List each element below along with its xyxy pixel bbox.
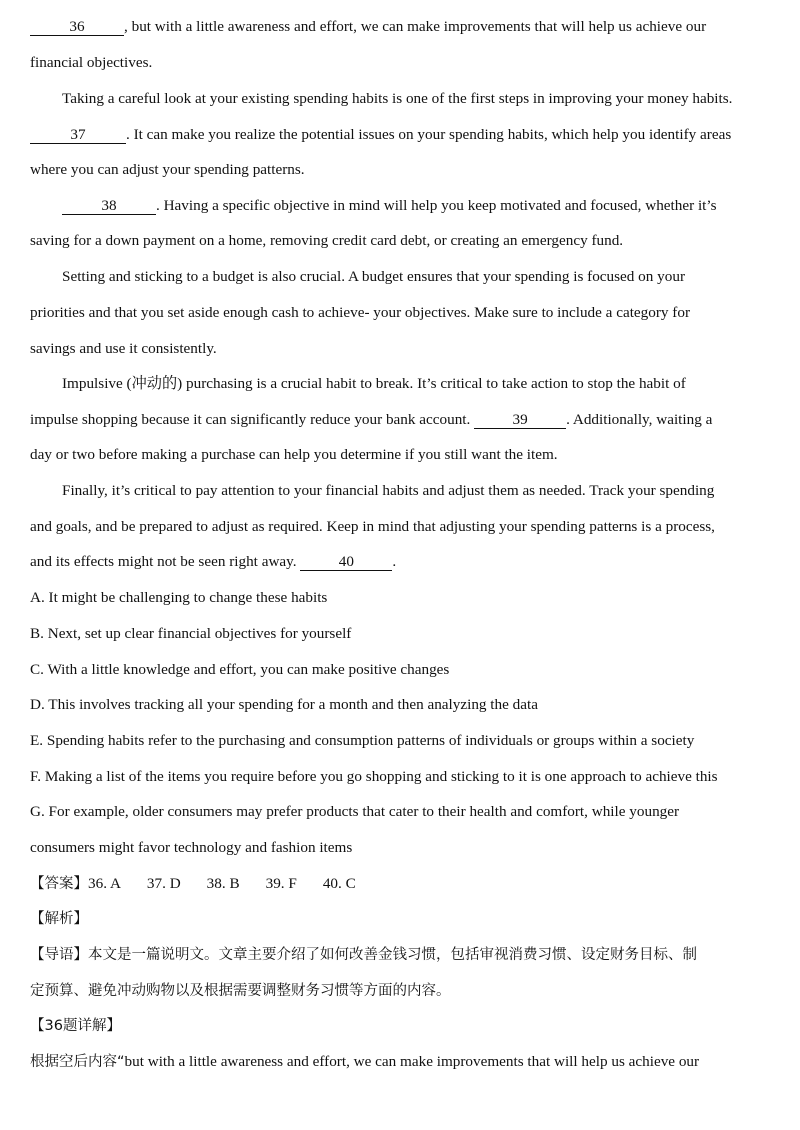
passage-line <box>62 196 770 216</box>
passage-line: Taking a careful look at your existing spending habits is one of the first steps in improving your money habits. <box>62 90 733 107</box>
guide-line <box>30 945 770 965</box>
option-g-continued: consumers might favor technology and fashion items <box>30 839 353 856</box>
answer-key <box>30 874 770 894</box>
passage-line <box>30 552 770 572</box>
blank-40: 40 <box>300 553 392 571</box>
option-f: F. Making a list of the items you require before you go shopping and sticking to it is one approach to achieve this <box>30 768 718 785</box>
blank-38: 38 <box>62 197 156 215</box>
answer-item: 40. C <box>322 875 356 892</box>
option-b: B. Next, set up clear financial objectives for yourself <box>30 625 352 642</box>
q36-prefix: 根据空后内容“ <box>30 1054 125 1070</box>
analysis-heading: 【解析】 <box>30 911 88 927</box>
passage-line: savings and use it consistently. <box>30 340 217 357</box>
guide-line: 定预算、避免冲动购物以及根据需要调整财务习惯等方面的内容。 <box>30 983 451 999</box>
q36-detail <box>30 1052 770 1072</box>
passage-text: . Additionally, waiting a <box>566 411 713 428</box>
answer-item: 38. B <box>206 875 240 892</box>
passage-line: financial objectives. <box>30 54 153 71</box>
passage-text: , but with a little awareness and effort, we can make improvements that will help us achieve our <box>124 18 707 35</box>
passage-line <box>30 17 770 37</box>
passage-line: where you can adjust your spending patterns. <box>30 161 305 178</box>
passage-line: Finally, it’s critical to pay attention to your financial habits and adjust them as needed. Track your spending <box>62 482 715 499</box>
option-e: E. Spending habits refer to the purchasing and consumption patterns of individuals or groups within a society <box>30 732 695 749</box>
blank-36: 36 <box>30 18 124 36</box>
option-g: G. For example, older consumers may prefer products that cater to their health and comfort, while younger <box>30 803 680 820</box>
blank-37: 37 <box>30 126 126 144</box>
passage-line: day or two before making a purchase can help you determine if you still want the item. <box>30 446 558 463</box>
guide-text: 本文是一篇说明文。文章主要介绍了如何改善金钱习惯，包括审视消费习惯、设定财务目标、制 <box>88 947 697 963</box>
passage-text: impulse shopping because it can significantly reduce your bank account. <box>30 411 471 428</box>
option-a: A. It might be challenging to change these habits <box>30 589 328 606</box>
passage-line <box>30 125 770 145</box>
option-d: D. This involves tracking all your spending for a month and then analyzing the data <box>30 696 538 713</box>
passage-line: saving for a down payment on a home, removing credit card debt, or creating an emergency fund. <box>30 232 624 249</box>
passage-line: Impulsive (冲动的) purchasing is a crucial habit to break. It’s critical to take action to stop the habit of <box>62 375 686 392</box>
blank-39: 39 <box>474 411 566 429</box>
answer-item: 37. D <box>146 875 181 892</box>
guide-label: 【导语】 <box>30 947 88 963</box>
passage-text: . It can make you realize the potential issues on your spending habits, which help you identify areas <box>126 126 732 143</box>
passage-line: and goals, and be prepared to adjust as required. Keep in mind that adjusting your spending patterns is a process, <box>30 518 715 535</box>
option-c: C. With a little knowledge and effort, you can make positive changes <box>30 661 450 678</box>
passage-text: and its effects might not be seen right away. <box>30 553 297 570</box>
passage-text: . Having a specific objective in mind will help you keep motivated and focused, whether it’s <box>156 197 717 214</box>
passage-line: Setting and sticking to a budget is also crucial. A budget ensures that your spending is focused on your <box>62 268 686 285</box>
answer-item: 39. F <box>265 875 297 892</box>
answer-item: 36. A <box>88 875 121 892</box>
passage-text: . <box>392 553 397 570</box>
passage-line: priorities and that you set aside enough cash to achieve- your objectives. Make sure to include a category for <box>30 304 691 321</box>
q36-heading: 【36题详解】 <box>30 1018 121 1034</box>
answer-label: 【答案】 <box>30 876 88 892</box>
passage-line <box>30 410 770 430</box>
q36-quote: but with a little awareness and effort, we can make improvements that will help us achieve our <box>124 1053 700 1070</box>
